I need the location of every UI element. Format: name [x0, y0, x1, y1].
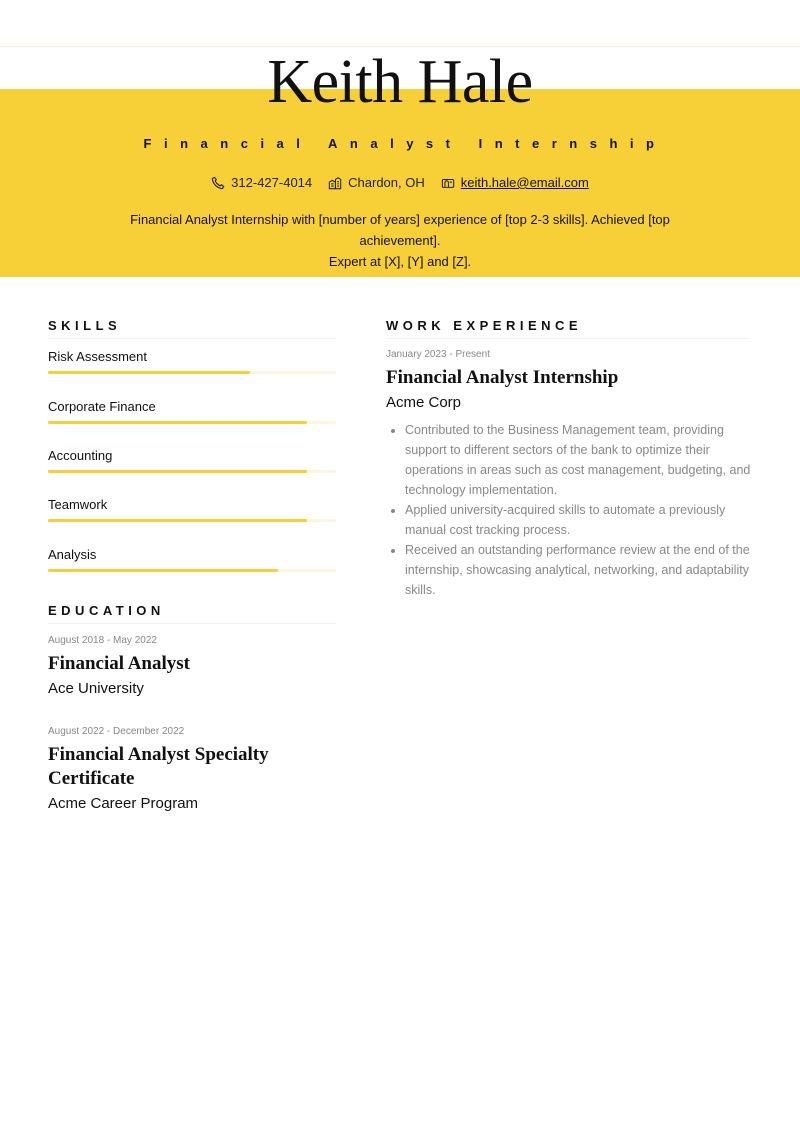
job-bullet: • Received an outstanding performance review at the end of the internship, showcasing analytical, networking, and adaptability skills.: [405, 540, 769, 600]
skill-label: Corporate Finance: [48, 399, 156, 414]
candidate-name: Keith Hale: [267, 48, 533, 116]
job-title: Financial Analyst Internship: [143, 136, 667, 151]
degree-title: Financial Analyst: [48, 653, 190, 674]
job-dates: January 2023 - Present: [386, 349, 490, 360]
job-bullet: • Contributed to the Business Management team, providing support to different sectors of the bank to optimize their operations in areas such as cost management, budgeting, and technology implementation.: [405, 420, 769, 500]
school-name: Ace University: [48, 680, 144, 697]
skill-level-fill: [48, 470, 307, 473]
skill-level-track: [48, 470, 336, 473]
skill-level-track: [48, 569, 336, 572]
skill-level-track: [48, 519, 336, 522]
school-name: Acme Career Program: [48, 795, 199, 812]
summary-line: Financial Analyst Internship with [number of years] experience of [top 2-3 skills]. Achieved [top achievement].: [130, 212, 670, 248]
skill-label: Accounting: [48, 448, 113, 463]
contact-email: [441, 175, 589, 190]
skill-label: Analysis: [48, 547, 97, 562]
skill-level-fill: [48, 421, 307, 424]
skill-level-fill: [48, 569, 278, 572]
education-divider: [48, 623, 336, 624]
skill-label: Risk Assessment: [48, 349, 147, 364]
job-bullet-list: [386, 420, 769, 600]
contact-row: [0, 175, 800, 190]
email-link[interactable]: keith.hale@email.com: [460, 175, 589, 190]
skill-level-fill: [48, 371, 250, 374]
skill-item: [48, 399, 336, 424]
mailbox-icon: [441, 176, 455, 190]
skill-level-track: [48, 371, 336, 374]
education-dates: August 2018 - May 2022: [48, 635, 157, 646]
degree-title-line: Certificate: [48, 768, 135, 789]
skill-item: [48, 547, 336, 572]
buildings-icon: [328, 176, 342, 190]
skill-item: [48, 349, 336, 374]
degree-title-line: Financial Analyst Specialty: [48, 744, 269, 765]
education-heading: EDUCATION: [48, 603, 165, 618]
contact-phone: [211, 175, 312, 190]
job-bullet: • Applied university-acquired skills to automate a previously manual cost tracking process.: [405, 500, 769, 540]
skill-level-track: [48, 421, 336, 424]
profile-summary: [90, 209, 710, 272]
degree-title: [48, 743, 269, 791]
contact-location: [328, 175, 425, 190]
job-role: Financial Analyst Internship: [386, 367, 619, 388]
company-name: Acme Corp: [386, 394, 462, 411]
phone-number: 312-427-4014: [231, 175, 313, 190]
skills-divider: [48, 338, 336, 339]
work-heading: WORK EXPERIENCE: [386, 318, 583, 333]
phone-icon: [211, 176, 225, 190]
location-text: Chardon, OH: [348, 175, 425, 190]
skill-label: Teamwork: [48, 497, 108, 512]
skills-heading: SKILLS: [48, 318, 122, 333]
skill-level-fill: [48, 519, 307, 522]
skill-item: [48, 448, 336, 473]
skill-item: [48, 497, 336, 522]
summary-line: Expert at [X], [Y] and [Z].: [328, 254, 472, 269]
education-dates: August 2022 - December 2022: [48, 726, 185, 737]
work-divider: [386, 338, 750, 339]
